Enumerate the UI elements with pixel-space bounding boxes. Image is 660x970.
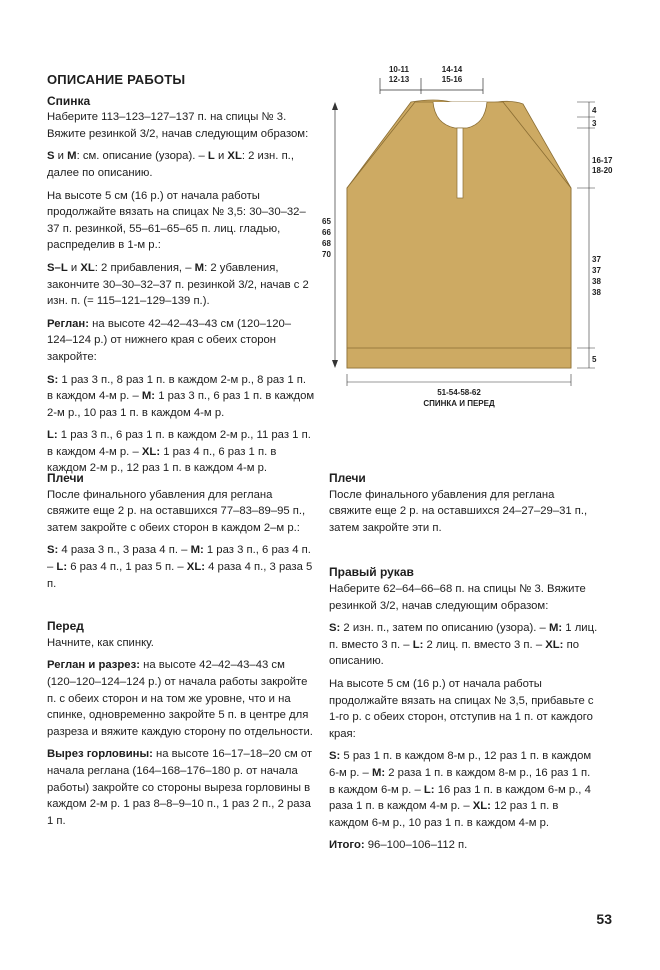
dim-right-low-d: 38 [592, 288, 601, 297]
dim-bottom-width: 51-54-58-62 [437, 388, 481, 397]
page-number: 53 [596, 911, 612, 927]
left-column [47, 72, 315, 483]
front-start: Начните, как спинку. [47, 636, 154, 649]
dim-right-bottom: 5 [592, 355, 597, 364]
back-heading: Спинка [47, 93, 91, 108]
front-raglan: Реглан и разрез: на высоте 42–42–43–43 см (120–120–124–124 р.) от начала работы закройте п. с обеих сторон и на том же уровне, что и на спинке, одновременно закройте 5 п. в центре для разреза и вяжите каждую сторону по отдельности. [47, 659, 313, 738]
shoulders-heading: Плечи [47, 471, 84, 485]
dim-shoulder-a: 10-11 [388, 65, 410, 74]
dim-right-mid-b: 18-20 [592, 166, 613, 175]
dim-neck-b: 15-16 [441, 75, 463, 84]
arrow-down-icon [332, 360, 338, 368]
dim-right-3: 3 [592, 119, 597, 128]
dim-left-c: 68 [322, 239, 331, 248]
back-increases: S–L и XL: 2 прибавления, – M: 2 убавления, закончите 30–30–32–37 п. резинкой 3/2, начав с 2 изн. п. (= 115–121–129–139 п.). [47, 261, 309, 308]
sleeve-cast-on: Наберите 62–64–66–68 п. на спицы № 3. Вяжите резинкой 3/2, начав следующим образом: [329, 582, 586, 612]
back-raglan: Реглан: на высоте 42–42–43–43 см (120–120–124–124 р.) от нижнего края с обеих сторон закройте: [47, 317, 292, 363]
dim-right-mid-a: 16-17 [592, 156, 613, 165]
back-cast-on: Наберите 113–123–127–137 п. на спицы № 3. Вяжите резинкой 3/2, начав следующим образом: [47, 111, 309, 140]
dim-right-low-c: 38 [592, 277, 601, 286]
dim-left-b: 66 [322, 228, 331, 237]
diagram-caption: СПИНКА И ПЕРЕД [423, 399, 495, 408]
schematic-diagram [315, 58, 613, 418]
sleeve-continue: На высоте 5 см (16 р.) от начала работы продолжайте вязать на спицах № 3,5, прибавьте с 1-го р. с обеих сторон, отступив на 1 п. от каждого края: [329, 677, 594, 740]
dim-neck-a: 14-14 [441, 65, 463, 74]
back-raglan-sm: S: 1 раз 3 п., 8 раз 1 п. в каждом 2-м р., 8 раз 1 п. в каждом 4-м р. – M: 1 раз 3 п., 6 раз 1 п. в каждом 2-м р., 10 раз 1 п. в каждом 4-м р. [47, 373, 315, 419]
right-column [329, 470, 599, 860]
dim-right-low-a: 37 [592, 255, 601, 264]
arrow-up-icon [332, 102, 338, 110]
dim-left-d: 70 [322, 250, 331, 259]
shoulders-text: После финального убавления для реглана свяжите еще 2 р. на оставшихся 77–83–89–95 п., затем закройте с обеих сторон в каждом 2–м р.: [47, 488, 306, 534]
back-raglan-lxl: L: 1 раз 3 п., 6 раз 1 п. в каждом 2-м р., 11 раз 1 п. в каждом 4-м р. – XL: 1 раз 4 п., 6 раз 1 п. в каждом 2-м р., 12 раз 1 п. в каждом 4-м р. [47, 429, 311, 475]
front-heading: Перед [47, 619, 84, 634]
shoulders-sizes: S: 4 раза 3 п., 3 раза 4 п. – M: 1 раз 3 п., 6 раз 4 п. – L: 6 раз 4 п., 1 раз 5 п. – XL: 4 раза 4 п., 3 раза 5 п. [47, 544, 313, 590]
dim-shoulder-b: 12-13 [388, 75, 410, 84]
sleeve-rib-sizes: S: 2 изн. п., затем по описанию (узора). – M: 1 лиц. п. вместо 3 п. – L: 2 лиц. п. вместо 3 п. – XL: по описанию. [329, 622, 598, 668]
page-title: ОПИСАНИЕ РАБОТЫ [47, 72, 186, 87]
dim-left-a: 65 [322, 217, 331, 226]
back-continue: На высоте 5 см (16 р.) от начала работы продолжайте вязать на спицах № 3,5: 30–30–32–37 п. резинкой, 55–61–65–65 п. лиц. гладью, распределив в 1-м р.: [47, 189, 306, 252]
sleeve-heading: Правый рукав [329, 565, 414, 580]
front-neckline: Вырез горловины: на высоте 16–17–18–20 см от начала реглана (164–168–176–180 р. от начала работы) закройте со стороны выреза горловины в каждом 2-м р. 1 раз 8–8–9–10 п., 1 раз 2 п., 2 раза 1 п. [47, 748, 313, 827]
dim-right-low-b: 37 [592, 266, 601, 275]
back-rib-sizes: S и M: см. описание (узора). – L и XL: 2 изн. п., далее по описанию. [47, 150, 294, 179]
sleeve-increases: S: 5 раз 1 п. в каждом 8-м р., 12 раз 1 п. в каждом 6-м р. – M: 2 раза 1 п. в каждом 8-м р., 16 раз 1 п. в каждом 6-м р. – L: 16 раз 1 п. в каждом 6-м р., 4 раза 1 п. в каждом 4-м р. – XL: 12 раз 1 п. в каждом 6-м р., 10 раз 1 п. в каждом 4-м р. [329, 750, 592, 829]
shoulders-right-text: После финального убавления для реглана свяжите еще 2 р. на оставшихся 24–27–29–31 п., затем закройте эти п. [329, 488, 588, 534]
left-column-lower [47, 470, 315, 835]
sleeve-total: Итого: 96–100–106–112 п. [329, 839, 468, 852]
front-slit [457, 128, 463, 198]
shoulders-right-heading: Плечи [329, 471, 366, 485]
dim-right-4: 4 [592, 106, 597, 115]
